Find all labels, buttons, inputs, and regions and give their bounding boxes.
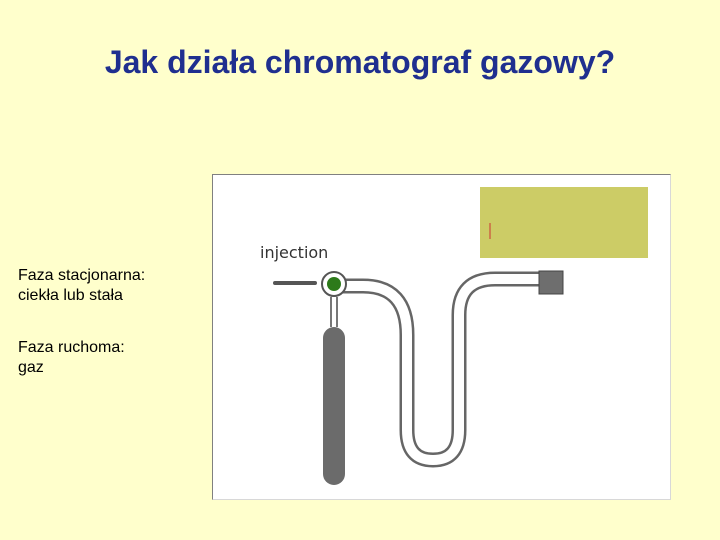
stationary-phase-text bbox=[18, 266, 145, 306]
gas-chromatograph-diagram bbox=[212, 174, 671, 500]
mobile-phase-text bbox=[18, 338, 125, 378]
column-diagram-svg bbox=[213, 175, 672, 501]
stationary-phase-label: Faza stacjonarna: bbox=[18, 267, 146, 284]
mobile-phase-label: Faza ruchoma: bbox=[18, 339, 125, 356]
column-tube-inner bbox=[334, 279, 541, 460]
column-tube-outer bbox=[334, 279, 541, 460]
carrier-gas-tank bbox=[323, 327, 345, 485]
stationary-phase-value: ciekła lub stała bbox=[18, 287, 123, 304]
detector-outlet bbox=[539, 271, 563, 294]
injection-port bbox=[327, 277, 341, 291]
injection-label: injection bbox=[260, 243, 329, 262]
slide-title: Jak działa chromatograf gazowy? bbox=[104, 44, 616, 80]
mobile-phase-value: gaz bbox=[18, 359, 44, 376]
